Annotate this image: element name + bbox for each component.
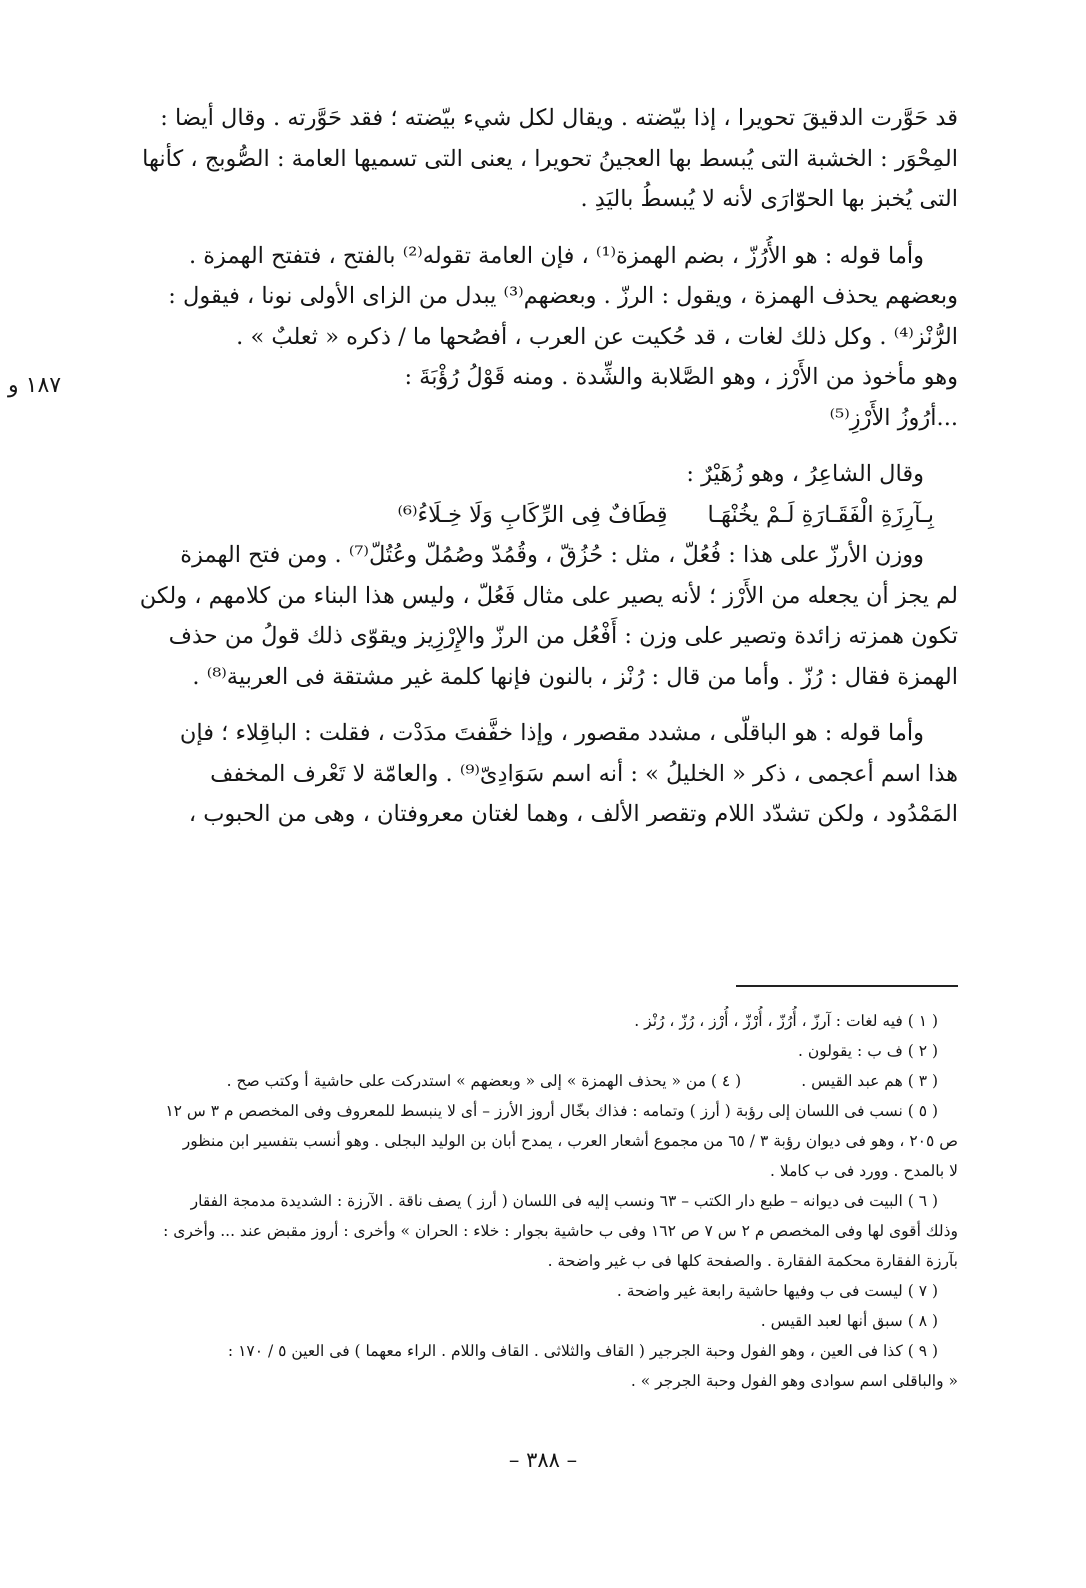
text-line: تكون همزته زائدة وتصير على وزن : أَفْعُل من الرزّ والإِرْزِيز ويقوّى ذلك قولُ من حذف (168, 623, 958, 649)
text-line: وبعضهم يحذف الهمزة ، ويقول : الرزّ . وبعضهم⁽³⁾ يبدل من الزاى الأولى نونا ، فيقول : (168, 283, 958, 309)
footnote-7: ( ٧ ) ليست فى ب وفيها حاشية رابعة غير واضحة . (616, 1282, 938, 1300)
footnote-row-3-4 (140, 1066, 958, 1096)
page-number: – ٣٨٨ – (508, 1448, 578, 1472)
footnote-separator-rule (736, 985, 958, 987)
paragraph-aruzz (140, 236, 958, 439)
text-line: المَمْدُود ، ولكن تشدّد اللام وتقصر الألف ، وهما لغتان معروفتان ، وهى من الحبوب ، (188, 801, 958, 827)
text-line: هذا اسم أعجمى ، ذكر « الخليلُ » : أنه اسم سَوَادِىّ⁽⁹⁾ . والعامّة لا تَعْرف المخفف (210, 760, 958, 787)
folio-margin-note: ١٨٧ و (8, 373, 62, 398)
text-line: وهو مأخوذ من الأَرْز ، وهو الصَّلابة والشِّدة . ومنه قَوْلُ رُؤْبَةَ : (404, 364, 958, 390)
text-line: التى يُخبز بها الحوّارَى لأنه لا يُبسطُ باليَدِ . (580, 186, 958, 212)
footnote-3: ( ٣ ) هم عبد القيس . (801, 1072, 938, 1090)
text-line: الرُّنْز⁽⁴⁾ . وكل ذلك لغات ، قد حُكيت عن العرب ، أفصُحها ما / ذكره « ثعلبٌ » . (236, 323, 958, 350)
footnote-8: ( ٨ ) سبق أنها لعبد القيس . (760, 1312, 938, 1330)
main-text-block (140, 98, 958, 851)
footnote-6-line: بآرزة الفقارة محكمة الفقارة . والصفحة كلها فى ب غير واضحة . (547, 1252, 958, 1270)
verse-second-hemistich: قِطَافٌ فِى الرِّكَابِ وَلَا خِـلَاءُ⁽⁶⁾ (397, 501, 668, 528)
text-line: وأما قوله : هو الباقلّى ، مشدد مقصور ، وإذا خفَّفتَ مدَدْت ، فقلت : الباقِلاء ؛ فإن (179, 720, 924, 746)
footnote-9-line: ( ٩ ) كذا فى العين ، وهو الفول وحبة الجرجير ( القاف والثلاثى . القاف واللام . الراء معهما ) فى العين ٥ / ١٧٠ : (227, 1342, 938, 1360)
verse-zuhair (140, 495, 958, 536)
text-line: ووزن الأرزّ على هذا : فُعُلّ ، مثل : حُزُقّ ، وقُمُدّ وصُمُلّ وعُتُلّ⁽⁷⁾ . ومن فتح الهمزة (180, 542, 924, 568)
paragraph-zuhair (140, 454, 958, 697)
footnote-4: ( ٤ ) من « يحذف الهمزة » إلى « وبعضهم » استدركت على حاشية أ وكتب صح . (226, 1072, 742, 1090)
footnote-1: ( ١ ) فيه لغات : آرزّ ، أُرُزّ ، أُرْزّ ، أُرْز ، رُزّ ، رُنْز . (634, 1012, 938, 1030)
paragraph-hawwar (140, 98, 958, 220)
verse-first-hemistich: بِـآرِزَةِ الْفَقَـارَةِ لَـمْ يخُنْهَـا (707, 501, 934, 528)
text-line: وأما قوله : هو الأُرُزّ ، بضم الهمزة⁽¹⁾ ، فإن العامة تقوله⁽²⁾ بالفتح ، فتفتح الهمزة . (188, 242, 924, 269)
footnote-6-line: ( ٦ ) البيت فى ديوانه – طبع دار الكتب – ٦٣ ونسب إليه فى اللسان ( أرز ) يصف ناقة . الآرزة : الشديدة مدمجة الفقار (190, 1192, 938, 1210)
footnote-2: ( ٢ ) ف ب : يقولون . (797, 1042, 938, 1060)
footnote-5-line: ص ٢٠٥ ، وهو فى ديوان رؤبة ٣ / ٦٥ من مجموع أشعار العرب ، يمدح أبان بن الوليد البجلى . وهو أنسب بتفسير ابن منظور (182, 1132, 958, 1150)
text-line: الهمزة فقال : رُزّ . وأما من قال : رُنْز ، بالنون فإنها كلمة غير مشتقة فى العربية⁽⁸⁾ . (192, 663, 958, 690)
footnote-6-line: وذلك أقوى لها وفى المخصص م ٢ س ٧ ص ١٦٢ وفى ب حاشية بجوار : خلاء : الحران » وأخرى : أروز مقبض عند ... وأخرى : (163, 1222, 958, 1240)
footnote-5-line: ( ٥ ) نسب فى اللسان إلى رؤبة ( أرز ) وتمامه : فذاك بخّال أروز الأرز – أى لا ينبسط للمعروف وفى المخصص م ٣ س ١٢ (165, 1102, 938, 1120)
text-line: لم يجز أن يجعله من الأَرْز ؛ لأنه يصير على مثال فَعُلّ ، وليس هذا البناء من كلامهم ، ولكن (140, 582, 958, 609)
text-line: وقال الشاعِرُ ، وهو زُهَيْرٌ : (686, 461, 924, 487)
text-line: المِحْوَر : الخشبة التى يُبسط بها العجينُ تحويرا ، يعنى التى تسميها العامة : الصُّوبج ، كأنها (142, 145, 958, 172)
verse-ruba: ...أرُوزُ الأَرْزِ⁽⁵⁾ (829, 404, 958, 431)
footnote-9-line: « والباقلى اسم سوادى وهو الفول وحبة الجرجر » . (630, 1372, 958, 1390)
footnotes-block (140, 1006, 958, 1396)
text-line: قد حَوَّرت الدقيقَ تحويرا ، إذا بيّضته . ويقال لكل شيء بيّضته ؛ فقد حَوَّرته . وقال أيضا : (160, 105, 958, 131)
paragraph-baqilla (140, 713, 958, 835)
footnote-5-line: لا بالمدح . وورد فى ب كاملا . (770, 1162, 958, 1180)
